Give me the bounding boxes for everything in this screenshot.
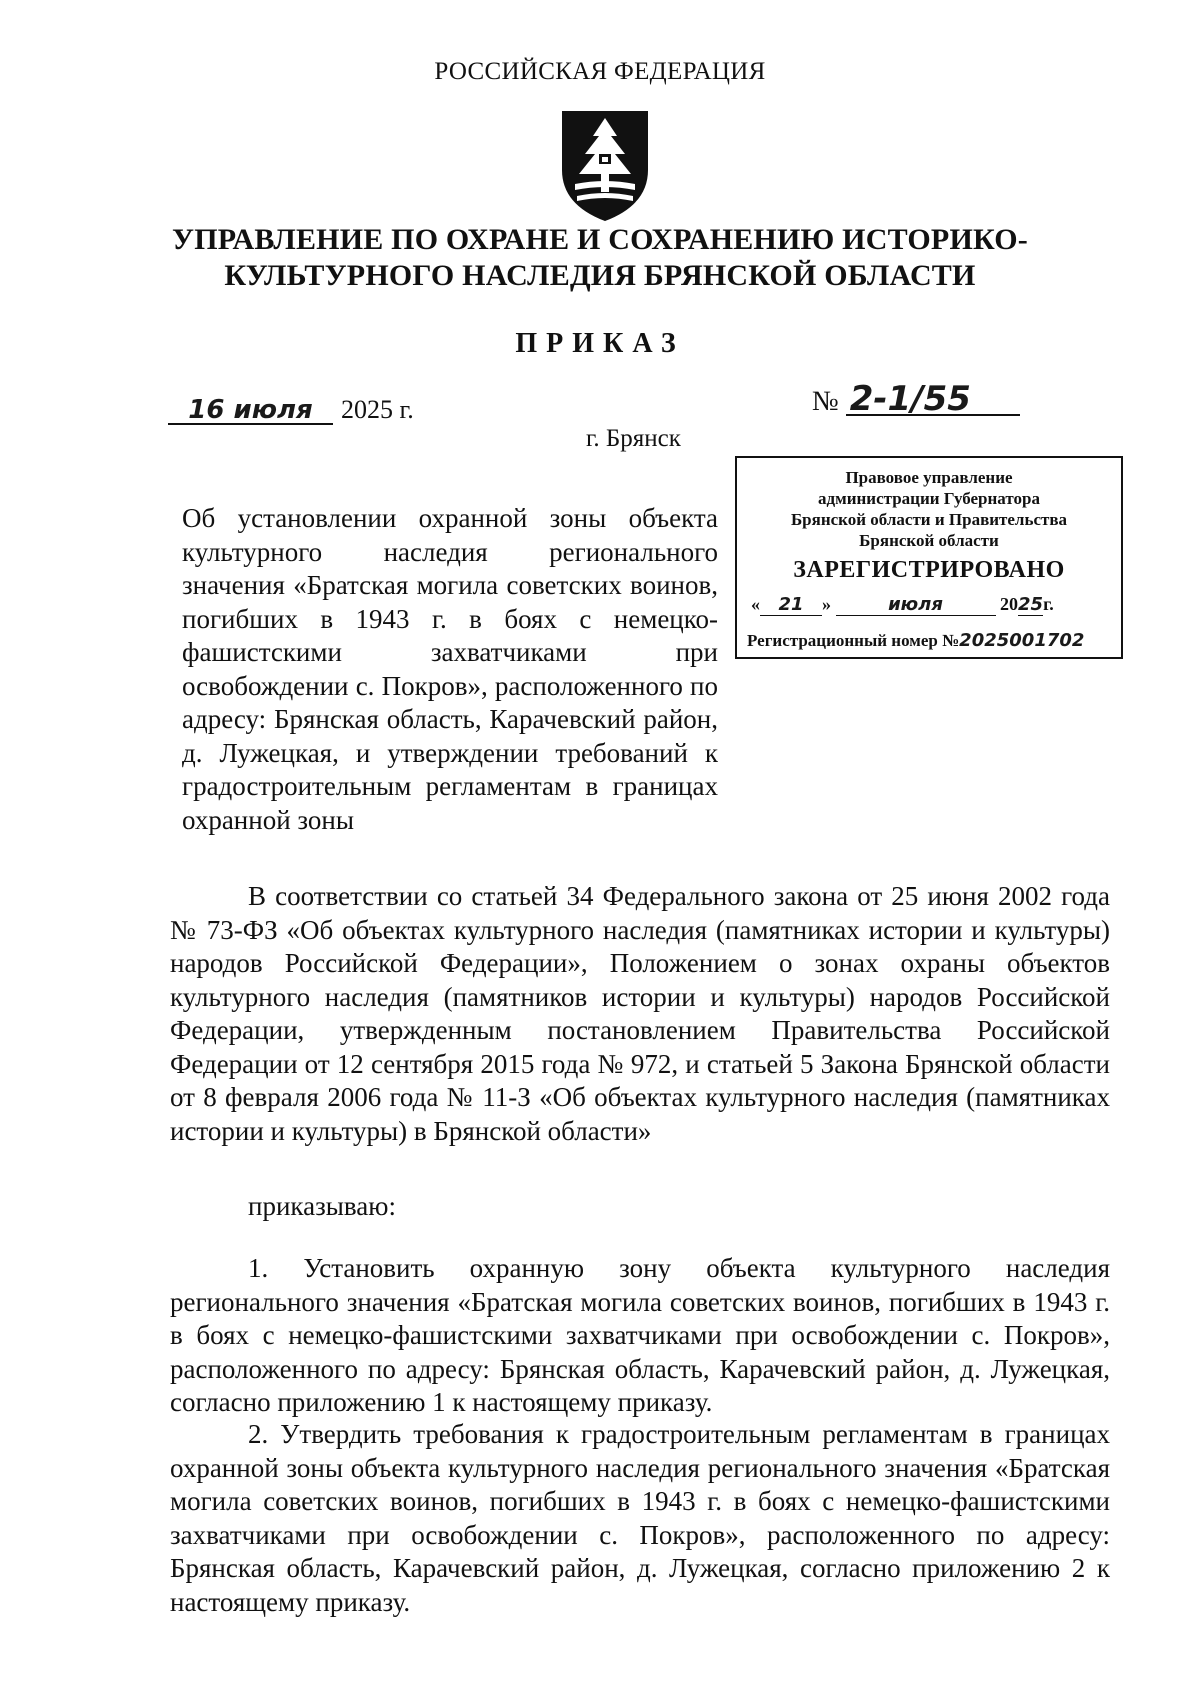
number-sign: №	[812, 386, 839, 417]
stamp-line-3: Брянской области и Правительства	[790, 510, 1068, 529]
document-type-title: ПРИКАЗ	[515, 328, 685, 359]
handwritten-order-number: 2-1/55	[846, 384, 1020, 416]
stamp-date: « 21 » июля 2025г.	[751, 594, 1054, 615]
agency-name	[150, 222, 1050, 294]
agency-name-line-1: УПРАВЛЕНИЕ ПО ОХРАНЕ И СОХРАНЕНИЮ ИСТОРИКО-	[172, 223, 1028, 256]
bryansk-coat-of-arms-icon	[555, 108, 655, 223]
stamp-regno-value: 2025001702	[959, 630, 1085, 651]
order-word: приказываю:	[248, 1191, 396, 1221]
preamble-paragraph: В соответствии со статьей 34 Федерального закона от 25 июня 2002 года № 73-ФЗ «Об объектах культурного наследия (памятниках истории и культуры) народов Российской Федерации», Положением о зонах охраны объектов культурного наследия (памятников истории и культуры) народов Российской Федерации, утвержденным постановлением Правительства Российской Федерации от 12 сентября 2015 года № 972, и статьей 5 Закона Брянской области от 8 февраля 2006 года № 11-З «Об объектах культурного наследия (памятниках истории и культуры) в Брянской области»	[170, 881, 1110, 1146]
stamp-registration-number	[737, 630, 1121, 651]
stamp-year-prefix: 20	[1000, 594, 1018, 614]
order-date	[168, 395, 414, 425]
handwritten-date: 16 июля	[168, 397, 333, 425]
agency-name-line-2: КУЛЬТУРНОГО НАСЛЕДИЯ БРЯНСКОЙ ОБЛАСТИ	[224, 259, 976, 292]
stamp-line-2: администрации Губернатора	[818, 489, 1040, 508]
country-heading: РОССИЙСКАЯ ФЕДЕРАЦИЯ	[434, 58, 766, 85]
order-year: 2025 г.	[341, 395, 414, 424]
stamp-year: 25	[1018, 594, 1044, 615]
order-subject: Об установлении охранной зоны объекта культурного наследия регионального значения «Братская могила советских воинов, погибших в 1943 г. в боях с немецко-фашистскими захватчиками при освобождении с. Покров», расположенного по адресу: Брянская область, Карачевский район, д. Лужецкая, и утверждении требований к градостроительным регламентам в границах охранной зоны	[182, 503, 718, 835]
stamp-year-suffix: г.	[1043, 594, 1054, 614]
city-line: г. Брянск	[586, 425, 681, 452]
order-item-2: 2. Утвердить требования к градостроительным регламентам в границах охранной зоны объекта культурного наследия регионального значения «Братская могила советских воинов, погибших в 1943 г. в боях с немецко-фашистскими захватчиками при освобождении с. Покров», расположенного по адресу: Брянская область, Карачевский район, д. Лужецкая, согласно приложению 2 к настоящему приказу.	[170, 1419, 1110, 1617]
stamp-day: 21	[760, 594, 822, 616]
stamp-month: июля	[836, 594, 996, 616]
stamp-line-4: Брянской области	[859, 531, 999, 550]
stamp-registered-label: ЗАРЕГИСТРИРОВАНО	[793, 557, 1065, 583]
stamp-regno-label: Регистрационный номер №	[747, 631, 960, 650]
registration-stamp	[735, 456, 1123, 659]
order-item-1: 1. Установить охранную зону объекта культурного наследия регионального значения «Братская могила советских воинов, погибших в 1943 г. в боях с немецко-фашистскими захватчиками при освобождении с. Покров», расположенного по адресу: Брянская область, Карачевский район, д. Лужецкая, согласно приложению 1 к настоящему приказу.	[170, 1253, 1110, 1417]
order-number	[812, 379, 1020, 419]
stamp-line-1: Правовое управление	[845, 468, 1013, 487]
